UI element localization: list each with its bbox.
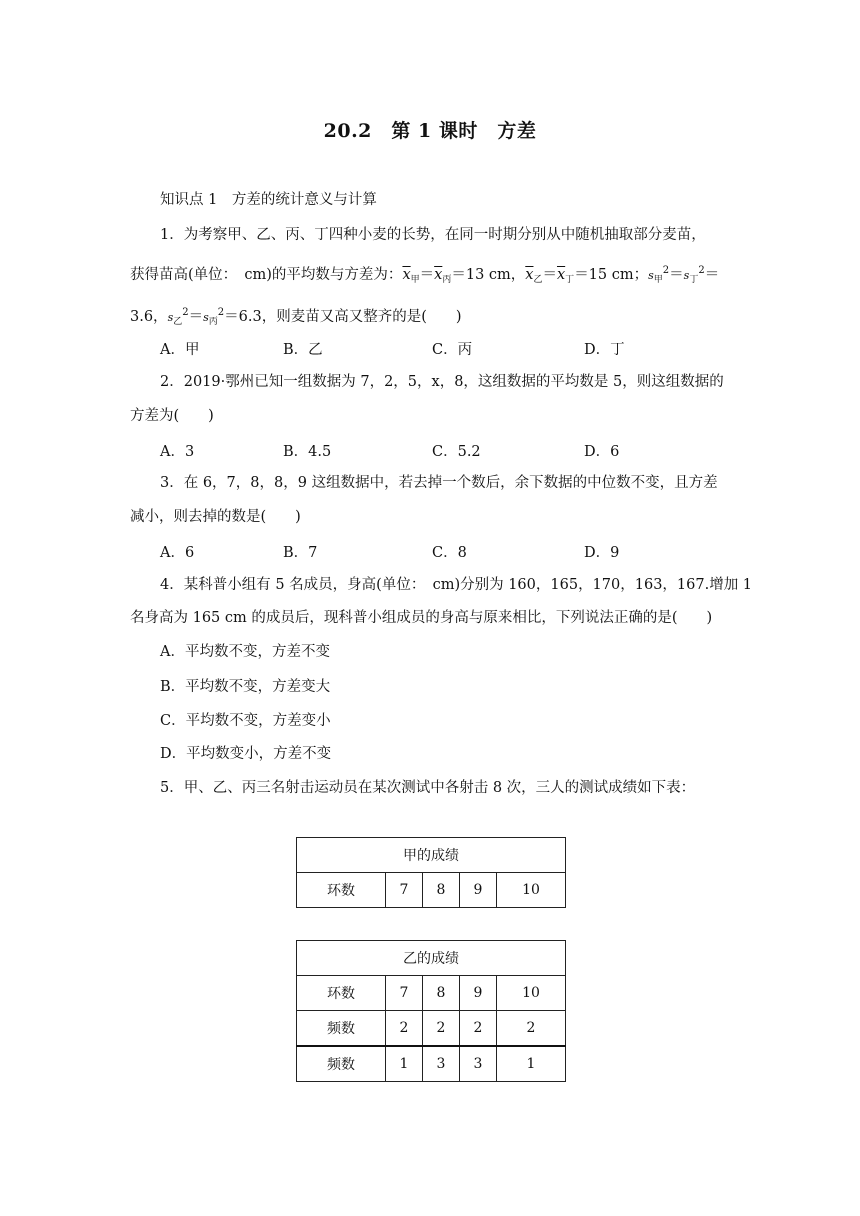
table-cell: 环数 (297, 976, 386, 1011)
table-cell: 9 (460, 873, 497, 908)
table-cell: 3 (423, 1046, 460, 1082)
table-jia-scores (296, 837, 566, 908)
table-cell: 7 (386, 873, 423, 908)
q2-option-d[interactable]: D．6 (584, 444, 620, 460)
q3-line1: 3．在 6，7，8，8，9 这组数据中，若去掉一个数后，余下数据的中位数不变，且方差 (160, 475, 718, 491)
q2-option-a[interactable]: A．3 (160, 444, 195, 460)
q1-line2: 获得苗高(单位： cm)的平均数与方差为：$\overline{x}_甲=\overline{x}_丙=13$ cm，$\overline{x}_乙=\overline{x}_丁=15$ cm；$s_甲^2=s_丁^2=$ (130, 265, 720, 285)
q5-line1: 5．甲、乙、丙三名射击运动员在某次测试中各射击 8 次，三人的测试成绩如下表： (160, 780, 696, 796)
table-cell: 1 (497, 1046, 566, 1082)
table-row (297, 976, 566, 1011)
q4-option-c[interactable]: C．平均数不变，方差变小 (160, 713, 331, 729)
q1-line3: 3.6，$s_乙^2=s_丙^2=6.3$，则麦苗又高又整齐的是( ) (130, 307, 462, 327)
q3-option-c[interactable]: C．8 (432, 545, 467, 561)
table-cell: 2 (497, 1011, 566, 1047)
q2-option-b[interactable]: B．4.5 (283, 444, 332, 460)
table-cell: 2 (386, 1011, 423, 1047)
table-cell: 环数 (297, 873, 386, 908)
table-row (297, 1046, 566, 1082)
table-cell: 频数 (297, 1046, 386, 1082)
q3-option-a[interactable]: A．6 (160, 545, 195, 561)
table-row (297, 873, 566, 908)
q2-options (160, 440, 760, 460)
q1-option-d[interactable]: D．丁 (584, 342, 625, 358)
q4-line1: 4．某科普小组有 5 名成员，身高(单位： cm)分别为 160，165，170，163，167.增加 1 (160, 577, 753, 593)
q4-line2: 名身高为 165 cm 的成员后，现科普小组成员的身高与原来相比，下列说法正确的是( ) (130, 610, 713, 626)
q4-option-d[interactable]: D．平均数变小，方差不变 (160, 746, 332, 762)
table-cell: 频数 (297, 1011, 386, 1047)
table-row (297, 1011, 566, 1047)
q1-line1: 1．为考察甲、乙、丙、丁四种小麦的长势，在同一时期分别从中随机抽取部分麦苗， (160, 227, 706, 243)
table-cell: 2 (460, 1011, 497, 1047)
q3-line2: 减小，则去掉的数是( ) (130, 509, 301, 525)
section-heading: 知识点 1 方差的统计意义与计算 (160, 192, 377, 208)
q2-line1: 2．2019·鄂州已知一组数据为 7，2，5，x，8，这组数据的平均数是 5，则这组数据的 (160, 374, 724, 390)
q1-options (160, 338, 760, 358)
q3-option-b[interactable]: B．7 (283, 545, 318, 561)
table-jia-caption: 甲的成绩 (297, 838, 566, 873)
table-cell: 2 (423, 1011, 460, 1047)
q1-option-c[interactable]: C．丙 (432, 342, 473, 358)
table-cell: 8 (423, 976, 460, 1011)
table-cell: 1 (386, 1046, 423, 1082)
table-cell: 3 (460, 1046, 497, 1082)
q2-line2: 方差为( ) (130, 408, 214, 424)
q4-option-a[interactable]: A．平均数不变，方差不变 (160, 644, 330, 660)
q2-option-c[interactable]: C．5.2 (432, 444, 481, 460)
table-cell: 8 (423, 873, 460, 908)
table-yi-caption: 乙的成绩 (297, 941, 566, 976)
q3-option-d[interactable]: D．9 (584, 545, 620, 561)
q3-options (160, 541, 760, 561)
q1-option-a[interactable]: A．甲 (160, 342, 200, 358)
q4-option-b[interactable]: B．平均数不变，方差变大 (160, 679, 331, 695)
table-cell: 7 (386, 976, 423, 1011)
table-cell: 10 (497, 873, 566, 908)
q1-option-b[interactable]: B．乙 (283, 342, 323, 358)
table-yi-scores (296, 940, 566, 1082)
table-cell: 10 (497, 976, 566, 1011)
table-cell: 9 (460, 976, 497, 1011)
page-title: 20.2 第 1 课时 方差 (323, 120, 537, 142)
